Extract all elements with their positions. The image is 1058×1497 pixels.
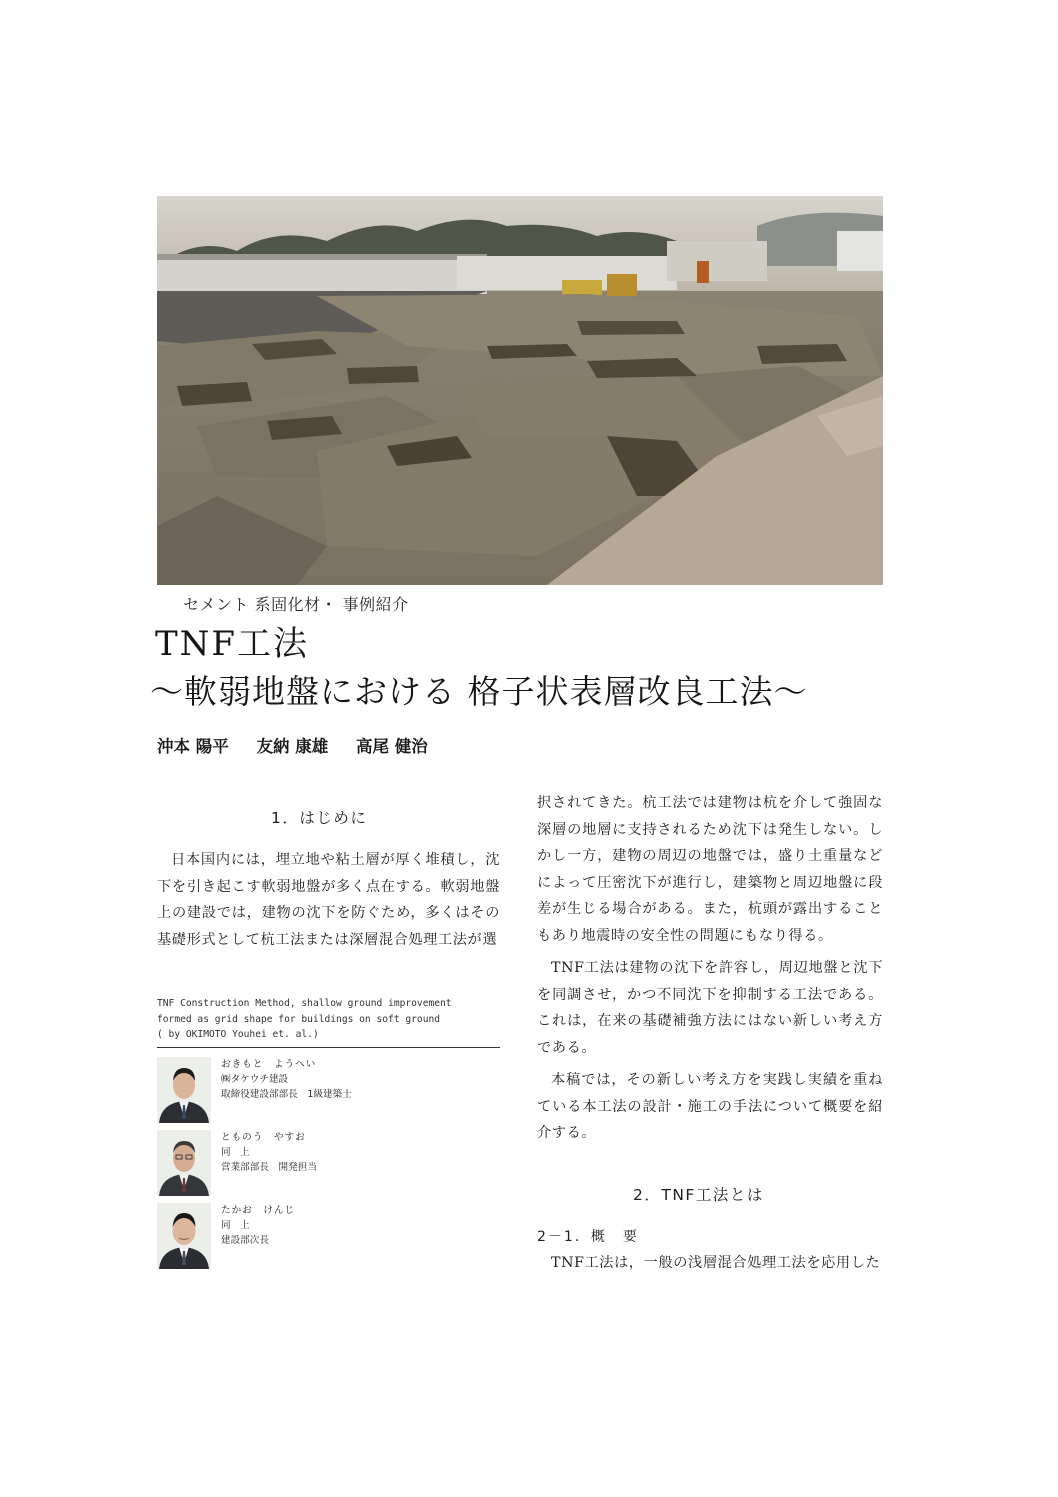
person-portrait-icon <box>157 1057 211 1123</box>
article-category: セメント 系固化材・ 事例紹介 <box>183 595 409 614</box>
caption-line: ( by OKIMOTO Youhei et. al.) <box>157 1029 319 1040</box>
english-title-caption <box>157 996 497 1043</box>
profile-position: 営業部部長 開発担当 <box>221 1162 317 1173</box>
author-list <box>157 733 450 757</box>
paragraph: 択されてきた。杭工法では建物は杭を介して強固な深層の地層に支持されるため沈下は発生しない。しかし一方，建物の周辺の地盤では，盛り土重量などによって圧密沈下が進行し，建築物と周辺地盤に段差が生じる場合がある。また，杭頭が露出することもあり地震時の安全性の問題にもなり得る。 <box>537 795 883 944</box>
author-name: 友納 康雄 <box>256 737 329 756</box>
author-profile <box>157 1130 500 1198</box>
article-title: TNF工法 <box>155 624 310 664</box>
profile-company: 同 上 <box>221 1220 250 1231</box>
author-name: 沖本 陽平 <box>157 737 229 756</box>
profile-kana: たかお けんじ <box>221 1205 296 1216</box>
author-profile <box>157 1057 500 1125</box>
intro-paragraph: 日本国内には，埋立地や粘土層が厚く堆積し，沈下を引き起こす軟弱地盤が多く点在する。軟弱地盤上の建設では，建物の沈下を防ぐため，多くはその基礎形式として杭工法または深層混合処理工法が選 <box>157 852 500 948</box>
caption-line: formed as grid shape for buildings on soft ground <box>157 1013 441 1025</box>
profile-position: 取締役建設部部長 1級建築士 <box>221 1089 352 1100</box>
section-heading-intro: 1．はじめに <box>271 809 368 827</box>
profile-kana: おきもと ようへい <box>221 1059 317 1070</box>
subsection-heading-overview: 2－1．概 要 <box>537 1229 639 1245</box>
avatar <box>157 1203 211 1269</box>
person-portrait-icon <box>157 1130 211 1196</box>
author-profile <box>157 1203 500 1271</box>
overview-paragraph: TNF工法は，一般の浅層混合処理工法を応用した <box>551 1255 881 1271</box>
profile-position: 建設部次長 <box>221 1235 269 1246</box>
person-portrait-icon <box>157 1203 211 1269</box>
caption-line: TNF Construction Method, shallow ground improvement <box>157 998 452 1009</box>
profile-kana: とものう やすお <box>221 1132 306 1143</box>
profile-company: ㈱タケウチ建設 <box>221 1074 289 1085</box>
intro-continued <box>537 790 883 1153</box>
avatar <box>157 1057 211 1123</box>
divider <box>157 1047 500 1048</box>
paragraph: 本稿では，その新しい考え方を実践し実績を重ねている本工法の設計・施工の手法について概要を紹介する。 <box>537 1072 883 1141</box>
paragraph: TNF工法は建物の沈下を許容し，周辺地盤と沈下を同調させ，かつ不同沈下を抑制する工法である。これは，在来の基礎補強方法にはない新しい考え方である。 <box>537 960 883 1056</box>
construction-site-illustration <box>157 196 883 585</box>
article-subtitle: 〜軟弱地盤における 格子状表層改良工法〜 <box>150 672 808 711</box>
avatar <box>157 1130 211 1196</box>
section-heading-tnf: 2．TNF工法とは <box>633 1186 764 1204</box>
hero-photo <box>157 196 883 585</box>
profile-company: 同 上 <box>221 1147 250 1158</box>
author-name: 高尾 健治 <box>356 737 428 756</box>
